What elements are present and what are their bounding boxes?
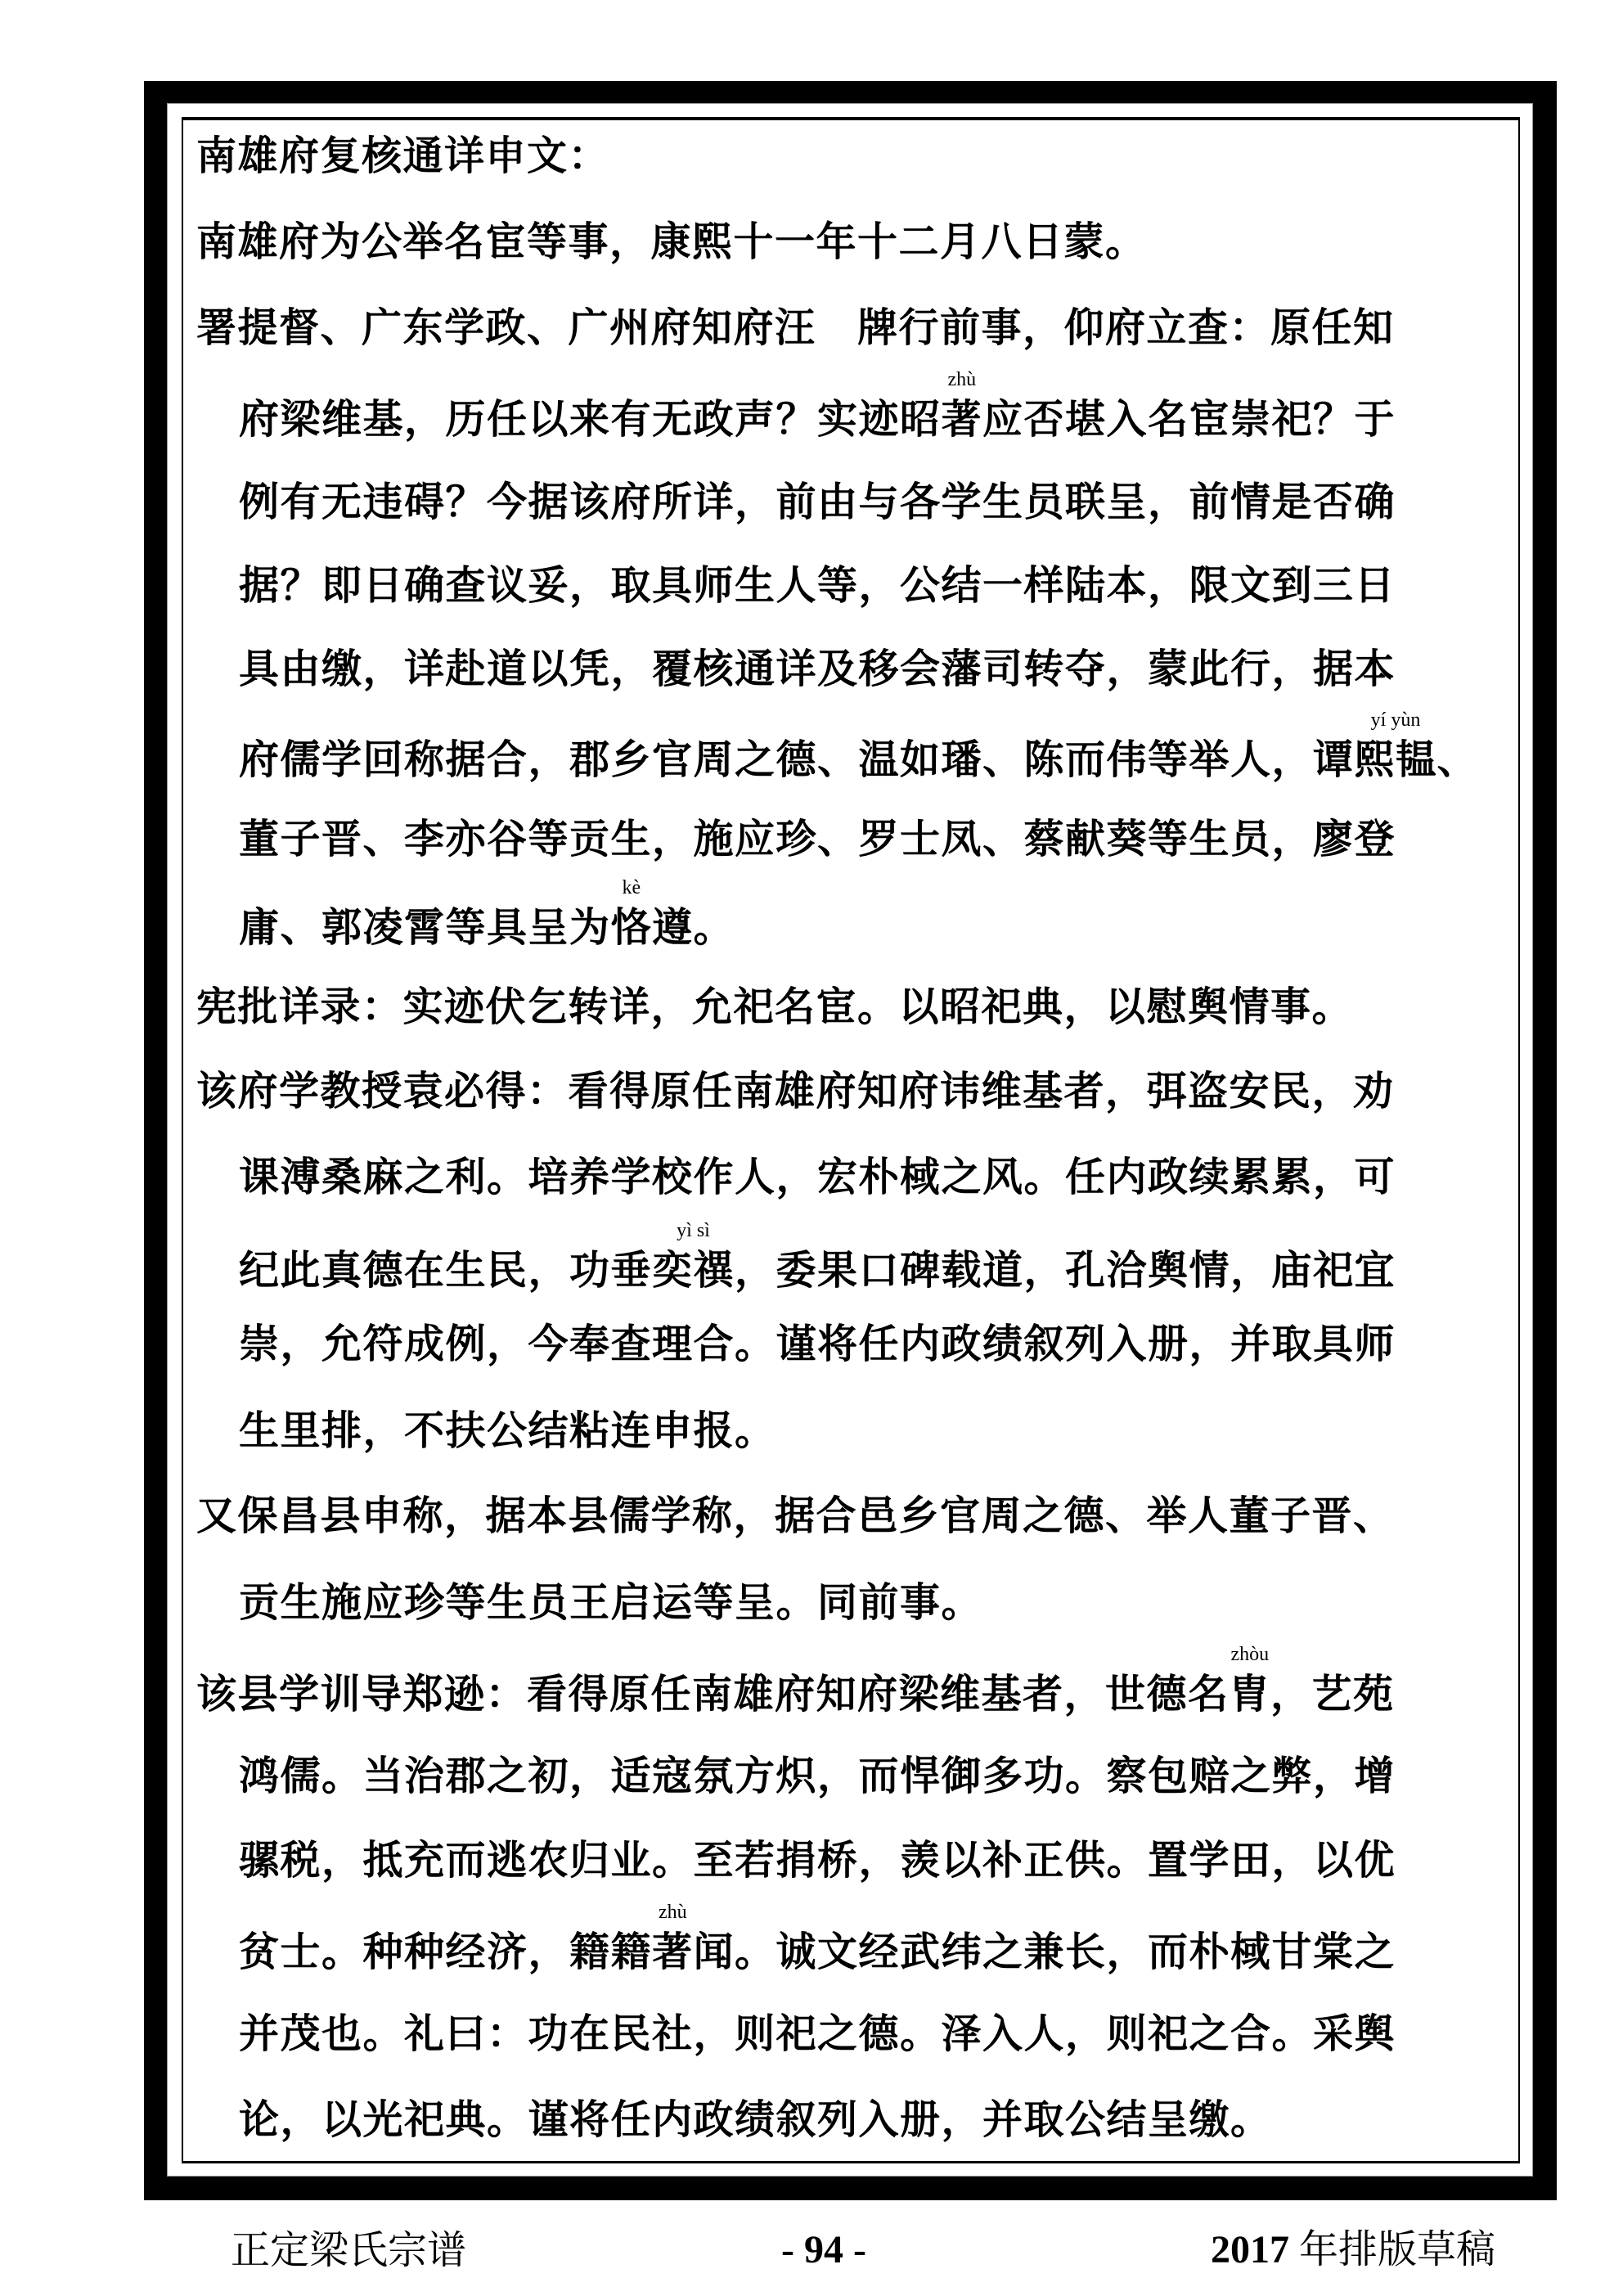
text-line: 论，以光祀典。谨将任内政绩叙列入册，并取公结呈缴。	[239, 2096, 1272, 2143]
text-line: 宪批详录：实迹伏乞转详，允祀名宦。以昭祀典，以慰舆情事。	[196, 983, 1354, 1030]
ruby-base: 熙韫	[1354, 736, 1437, 783]
text-segment: ，委果口碑载道，孔洽舆情，庙祀宜	[735, 1246, 1396, 1294]
text-line: 课溥桑麻之利。培养学校作人，宏朴棫之风。任内政续累累，可	[239, 1153, 1396, 1200]
text-line: 据？即日确查议妥，取具师生人等，公结一样陆本，限文到三日	[239, 561, 1396, 609]
pinyin-annotation: zhù	[658, 1902, 687, 1923]
text-segment: 该县学训导郑逊：看得原任南雄府知府梁维基者，世德名	[196, 1670, 1230, 1717]
footer-book-title: 正定梁氏宗谱	[231, 2227, 467, 2273]
text-segment: 府梁维基，历任以来有无政声？实迹昭	[239, 395, 942, 443]
text-line	[196, 1644, 1395, 1718]
text-line: 董子晋、李亦谷等贡生，施应珍、罗士凤、蔡献葵等生员，廖登	[239, 815, 1396, 862]
text-line: 贡生施应珍等生员王启运等呈。同前事。	[239, 1578, 983, 1626]
text-segment: 闻。诚文经武纬之兼长，而朴棫甘棠之	[693, 1928, 1396, 1975]
annotated-char	[652, 1220, 735, 1294]
text-line	[239, 709, 1479, 784]
pinyin-annotation: yì sì	[677, 1220, 710, 1241]
text-line: 署提督、广东学政、广州府知府汪 牌行前事，仰府立查：原任知	[196, 304, 1395, 351]
text-line: 骡税，抵充而逃农归业。至若捐桥，羡以补正供。置学田，以优	[239, 1836, 1396, 1884]
footer-year: 2017	[1211, 2228, 1289, 2271]
annotated-char	[1229, 1644, 1271, 1718]
text-segment: ，艺苑	[1270, 1670, 1395, 1717]
ruby-base: 著	[652, 1928, 694, 1975]
footer-draft-label: 年排版草稿	[1289, 2228, 1496, 2271]
text-line	[239, 369, 1396, 443]
text-segment: 纪此真德在生民，功垂	[239, 1246, 653, 1294]
text-segment: 庸、郭凌霄等具呈为	[239, 903, 611, 951]
ruby-base: 恪	[610, 903, 653, 951]
text-segment: 府儒学回称据合，郡乡官周之德、温如璠、陈而伟等举人，谭	[239, 736, 1355, 783]
ruby-base: 奕禩	[652, 1246, 735, 1294]
pinyin-annotation: zhù	[947, 369, 977, 390]
text-line: 又保昌县申称，据本县儒学称，据合邑乡官周之德、举人董子晋、	[196, 1492, 1395, 1539]
text-line	[239, 1902, 1396, 1976]
text-line	[239, 1220, 1396, 1294]
footer-draft-note	[1211, 2227, 1495, 2273]
annotated-char	[610, 877, 653, 952]
footer-page-number: - 94 -	[781, 2228, 866, 2271]
text-line: 崇，允符成例，今奉查理合。谨将任内政绩叙列入册，并取具师	[239, 1320, 1396, 1367]
pinyin-annotation: kè	[622, 877, 641, 898]
annotated-char	[652, 1902, 694, 1976]
text-segment: 遵。	[652, 903, 735, 951]
text-line: 生里排，不扶公结粘连申报。	[239, 1407, 776, 1454]
text-segment: 贫士。种种经济，籍籍	[239, 1928, 653, 1975]
ruby-base: 胄	[1229, 1670, 1271, 1717]
text-line: 具由缴，详赴道以凭，覆核通详及移会藩司转夺，蒙此行，据本	[239, 645, 1396, 692]
text-line: 鸿儒。当治郡之初，适寇氛方炽，而悍御多功。察包赔之弊，增	[239, 1752, 1396, 1799]
annotated-char	[1354, 709, 1437, 784]
text-line: 南雄府为公举名宦等事，康熙十一年十二月八日蒙。	[196, 218, 1147, 265]
text-segment: 应否堪入名宦崇祀？于	[982, 395, 1396, 443]
text-line: 例有无违碍？今据该府所详，前由与各学生员联呈，前情是否确	[239, 478, 1396, 525]
text-segment: 、	[1436, 736, 1479, 783]
pinyin-annotation: yí yùn	[1370, 709, 1421, 731]
text-line	[239, 877, 735, 952]
text-line: 该府学教授袁必得：看得原任南雄府知府讳维基者，弭盗安民，劝	[196, 1067, 1395, 1114]
pinyin-annotation: zhòu	[1230, 1644, 1270, 1665]
text-line: 并茂也。礼曰：功在民社，则祀之德。泽入人，则祀之合。采舆	[239, 2010, 1396, 2057]
annotated-char	[941, 369, 983, 443]
ruby-base: 著	[941, 395, 983, 443]
document-heading: 南雄府复核通详申文：	[196, 132, 610, 179]
